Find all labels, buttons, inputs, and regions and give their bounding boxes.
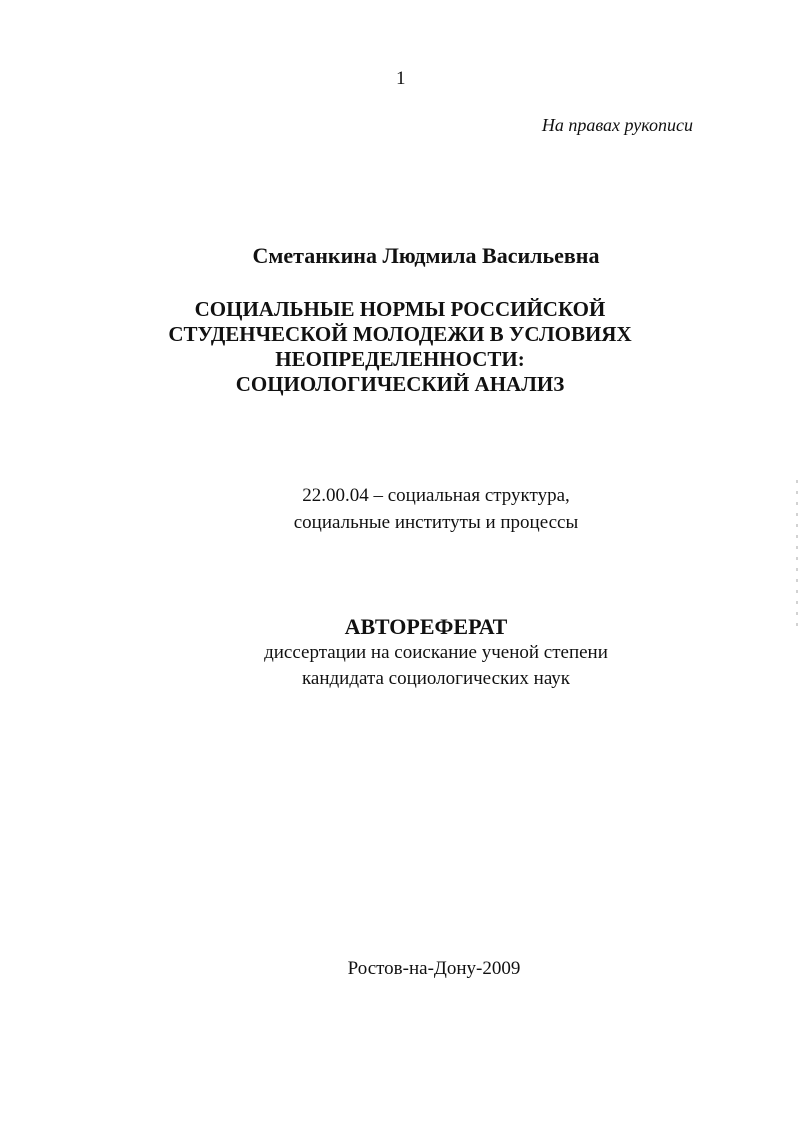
page-number: 1 <box>396 68 406 89</box>
specialty-line: социальные институты и процессы <box>293 512 579 533</box>
rights-note: На правах рукописи <box>541 115 693 135</box>
title-line: СОЦИАЛЬНЫЕ НОРМЫ РОССИЙСКОЙ <box>194 297 606 321</box>
title-line: СОЦИОЛОГИЧЕСКИЙ АНАЛИЗ <box>235 372 565 396</box>
dissertation-title <box>0 297 800 397</box>
abstract-line: кандидата социологических наук <box>301 668 571 689</box>
title-line: СТУДЕНЧЕСКОЙ МОЛОДЕЖИ В УСЛОВИЯХ <box>168 322 632 346</box>
title-line: НЕОПРЕДЕЛЕННОСТИ: <box>275 347 525 371</box>
abstract-line: диссертации на соискание ученой степени <box>264 642 608 663</box>
specialty-line: 22.00.04 – социальная структура, <box>302 485 570 506</box>
city-year: Ростов-на-Дону-2009 <box>347 958 521 979</box>
scan-edge-mark <box>796 480 798 630</box>
author-name: Сметанкина Людмила Васильевна <box>252 243 600 268</box>
abstract-description <box>0 640 800 692</box>
abstract-heading: АВТОРЕФЕРАТ <box>344 614 508 639</box>
specialty-block <box>256 482 616 536</box>
